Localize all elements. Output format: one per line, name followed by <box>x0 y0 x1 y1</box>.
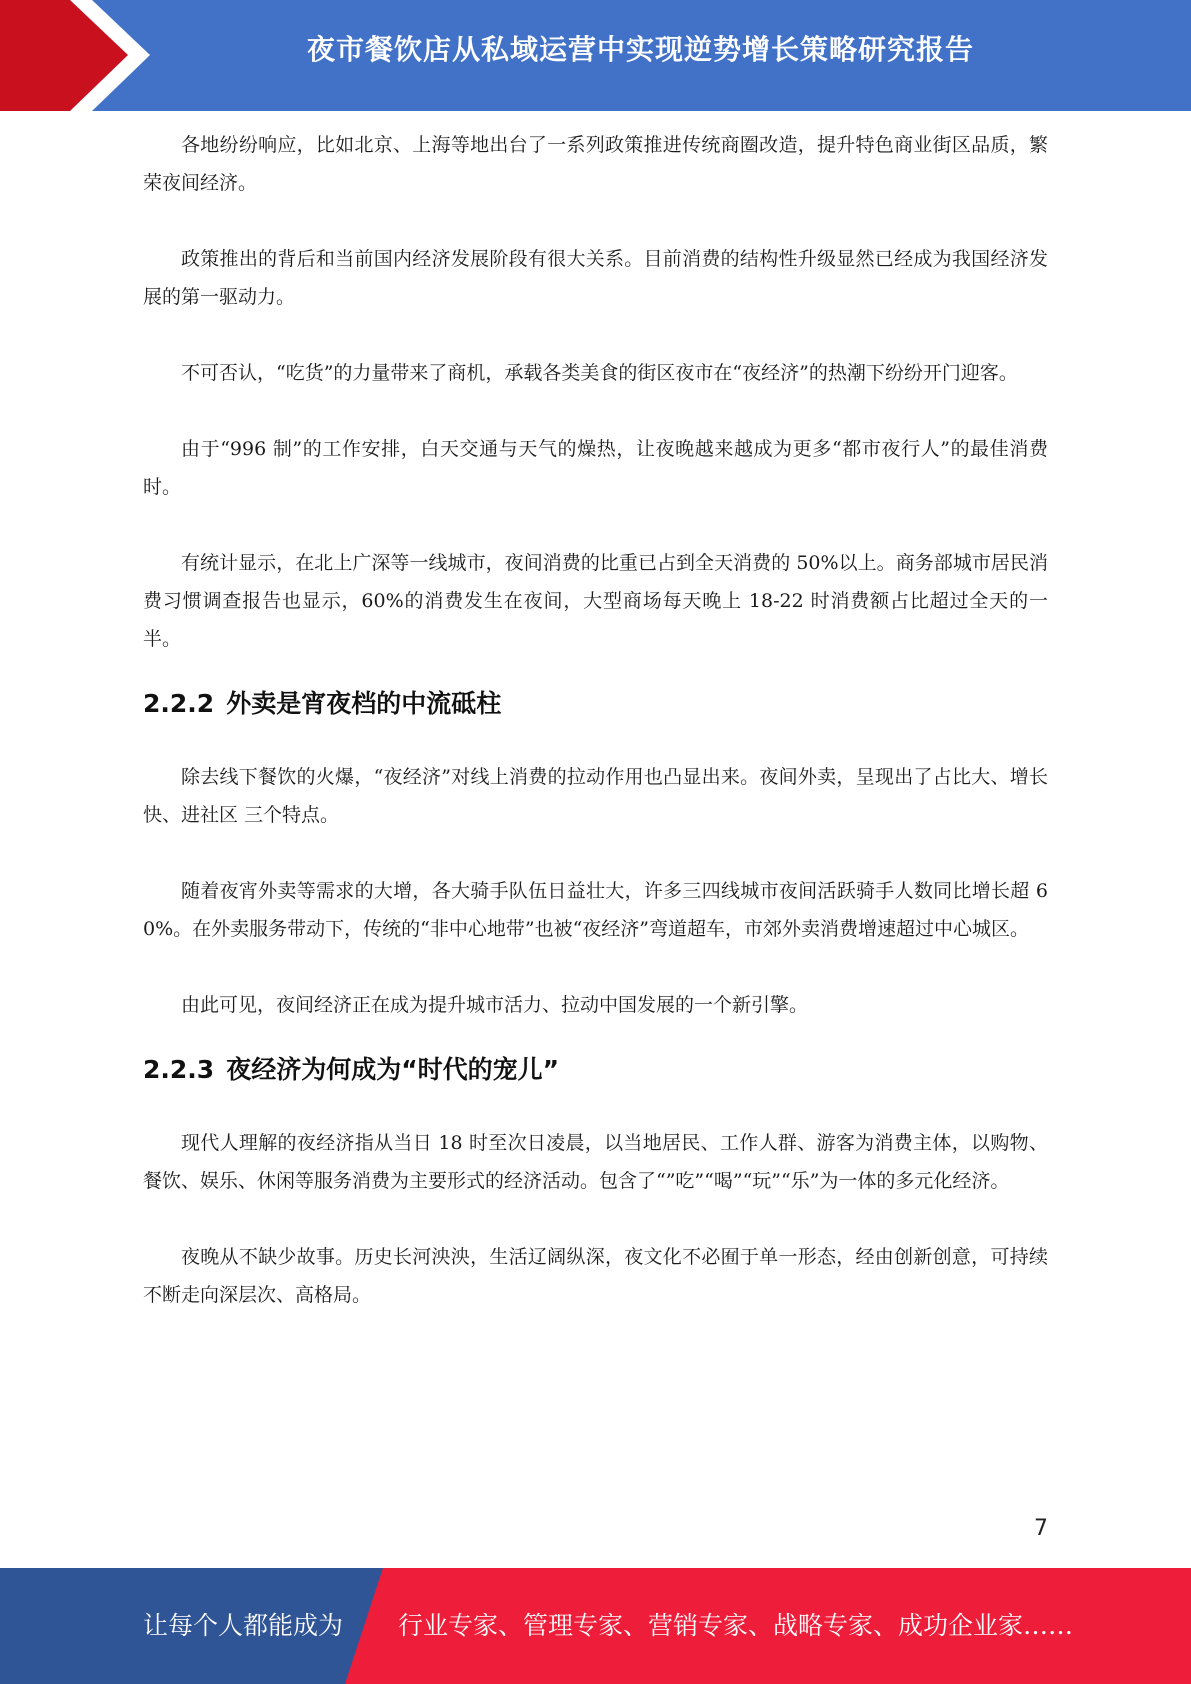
page-header <box>0 0 1191 111</box>
paragraph: 有统计显示，在北上广深等一线城市，夜间消费的比重已占到全天消费的 50%以上。商务部城市居民消费习惯调查报告也显示，60%的消费发生在夜间，大型商场每天晚上 18-22 时消费额占比超过全天的一半。 <box>143 552 1048 650</box>
page-content <box>143 126 1048 1314</box>
paragraph: 随着夜宵外卖等需求的大增，各大骑手队伍日益壮大，许多三四线城市夜间活跃骑手人数同比增长超 60%。在外卖服务带动下，传统的“非中心地带”也被“夜经济”弯道超车，市郊外卖消费增速超过中心城区。 <box>143 880 1048 940</box>
section-number: 2.2.2 <box>143 689 215 718</box>
paragraph: 现代人理解的夜经济指从当日 18 时至次日凌晨，以当地居民、工作人群、游客为消费主体，以购物、餐饮、娱乐、休闲等服务消费为主要形式的经济活动。包含了“”吃”“喝”“玩”“乐”为一体的多元化经济。 <box>143 1132 1048 1192</box>
paragraph: 各地纷纷响应，比如北京、上海等地出台了一系列政策推进传统商圈改造，提升特色商业街区品质，繁荣夜间经济。 <box>143 134 1048 194</box>
paragraph: 由此可见，夜间经济正在成为提升城市活力、拉动中国发展的一个新引擎。 <box>181 994 809 1016</box>
paragraph: 夜晚从不缺少故事。历史长河泱泱，生活辽阔纵深，夜文化不必囿于单一形态，经由创新创意，可持续不断走向深层次、高格局。 <box>143 1246 1048 1306</box>
footer-slogan-left: 让每个人都能成为 <box>143 1611 344 1640</box>
footer-slogan-right: 行业专家、管理专家、营销专家、战略专家、成功企业家…… <box>398 1611 1074 1640</box>
paragraph: 不可否认，“吃货”的力量带来了商机，承载各类美食的街区夜市在“夜经济”的热潮下纷纷开门迎客。 <box>181 362 1018 384</box>
paragraph: 由于“996 制”的工作安排，白天交通与天气的燥热，让夜晚越来越成为更多“都市夜行人”的最佳消费时。 <box>143 438 1048 498</box>
paragraph: 除去线下餐饮的火爆，“夜经济”对线上消费的拉动作用也凸显出来。夜间外卖，呈现出了占比大、增长快、进社区 三个特点。 <box>143 766 1048 826</box>
section-title: 外卖是宵夜档的中流砥柱 <box>226 689 502 718</box>
page-number: 7 <box>1034 1516 1048 1541</box>
section-heading-2-2-2 <box>143 684 1048 724</box>
document-title: 夜市餐饮店从私域运营中实现逆势增长策略研究报告 <box>306 33 974 66</box>
section-title: 夜经济为何成为“时代的宠儿” <box>226 1055 560 1084</box>
section-number: 2.2.3 <box>143 1055 215 1084</box>
page-footer <box>0 1568 1191 1684</box>
paragraph: 政策推出的背后和当前国内经济发展阶段有很大关系。目前消费的结构性升级显然已经成为我国经济发展的第一驱动力。 <box>143 248 1048 308</box>
section-heading-2-2-3 <box>143 1050 1048 1090</box>
